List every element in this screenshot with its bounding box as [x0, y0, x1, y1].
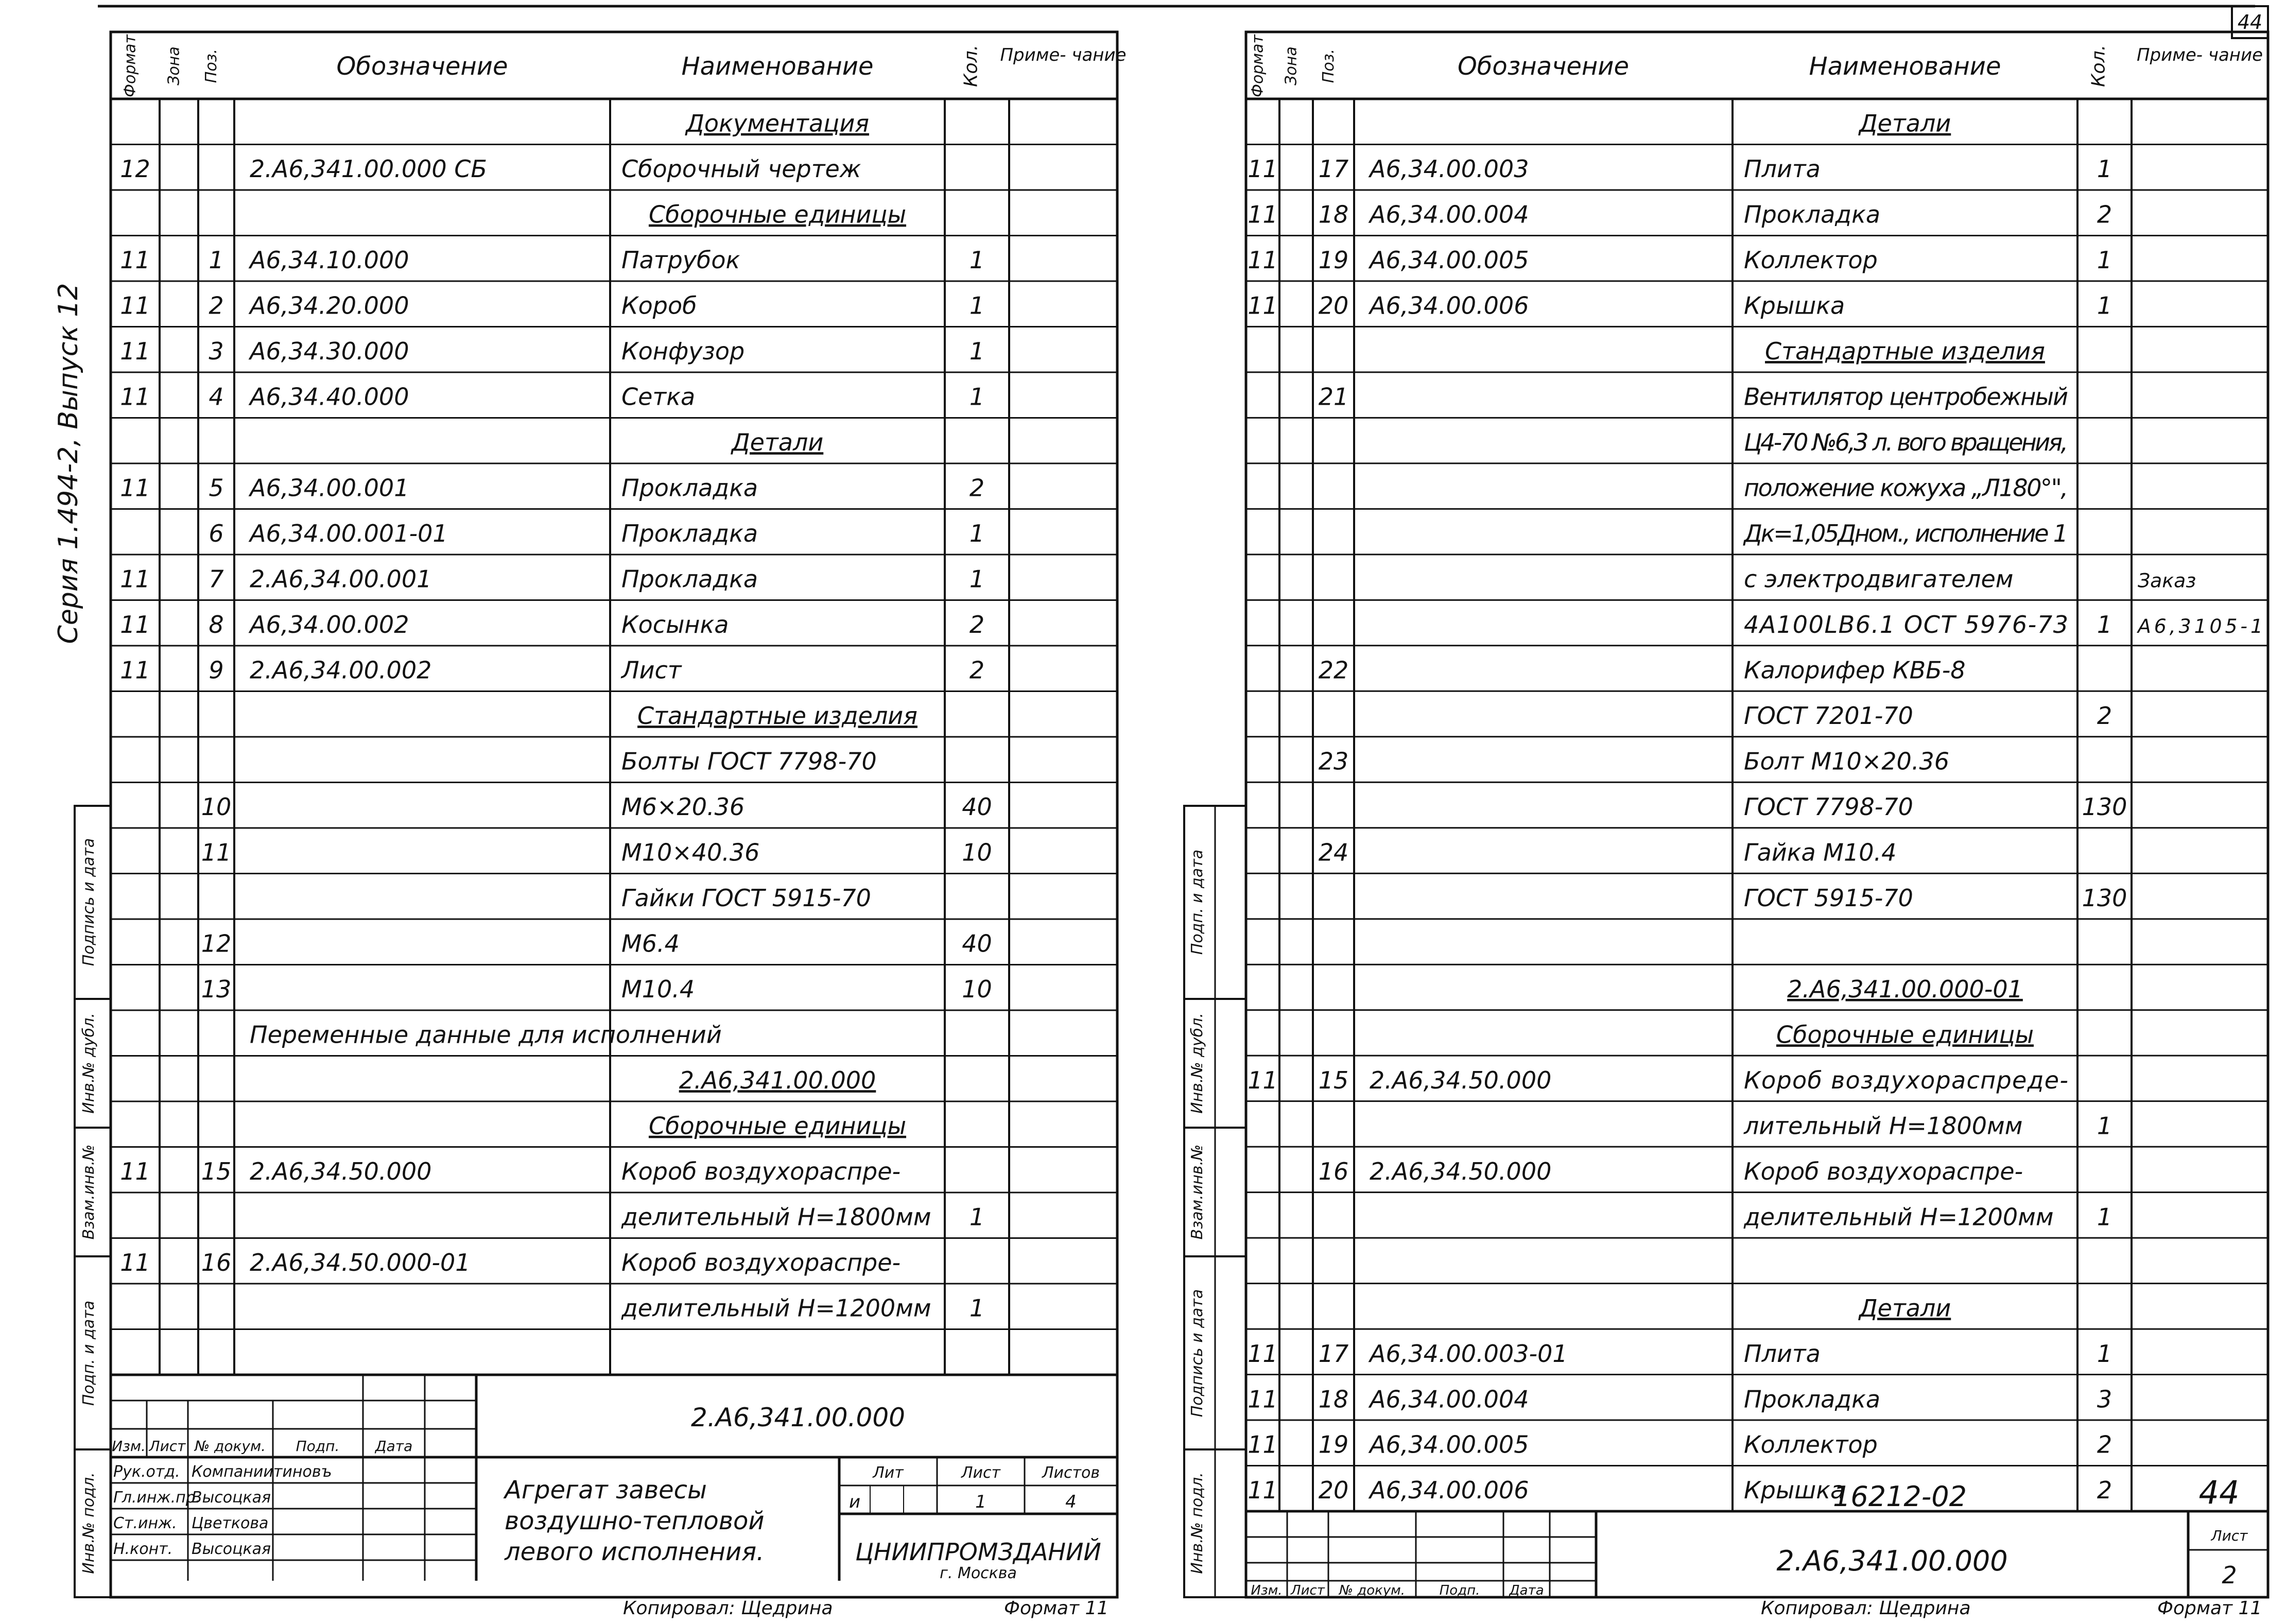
r-sheet-label: Лист: [2211, 1527, 2248, 1544]
row-name: ГОСТ 5915-70: [1744, 884, 1913, 912]
row-format: 11: [1248, 291, 1278, 320]
right-header-zone: Зона: [1282, 46, 1301, 85]
r-side-label-vzam: Взам.инв.№: [1188, 1144, 1206, 1240]
row-position: 17: [1318, 1339, 1349, 1368]
row-section-heading: Детали: [1859, 1294, 1951, 1322]
row-format: 11: [120, 246, 150, 274]
row-quantity: 1: [2097, 611, 2112, 639]
right-header-format: Формат: [1249, 34, 1267, 97]
row-quantity: 1: [969, 565, 985, 593]
row-format: 11: [1248, 1339, 1278, 1368]
row-name: М10×40.36: [621, 838, 760, 867]
row-position: 21: [1318, 383, 1349, 411]
right-header-note: Приме- чание: [2136, 45, 2263, 65]
left-row: [649, 1112, 906, 1140]
row-position: 2: [209, 291, 224, 320]
tb-title-line-1: Агрегат завесы: [505, 1476, 707, 1505]
row-designation: А6,34.00.001: [250, 474, 409, 502]
left-header-name: Наименование: [681, 52, 874, 81]
row-position: 20: [1318, 291, 1349, 320]
left-header-note: Приме- чание: [1000, 45, 1127, 65]
row-quantity: 130: [2082, 884, 2127, 912]
row-name: Гайка М10.4: [1744, 838, 1897, 867]
r-tb-col-date: Дата: [1509, 1583, 1544, 1598]
tb-col-docnum: № докум.: [194, 1438, 266, 1455]
row-position: 23: [1318, 747, 1349, 775]
row-position: 11: [201, 838, 232, 867]
right-row: [1744, 474, 2068, 502]
row-note: Заказ: [2138, 569, 2196, 592]
row-name: Короб воздухораспреде-: [1744, 1066, 2068, 1094]
row-quantity: 1: [2097, 1203, 2112, 1231]
row-format: 11: [120, 337, 150, 366]
row-name: Коллектор: [1744, 1430, 1878, 1459]
left-copied: Копировал: Щедрина: [623, 1598, 833, 1619]
side-label-inv: Инв.№ подл.: [80, 1472, 98, 1574]
tb-title-line-2: воздушно-тепловой: [505, 1507, 765, 1535]
row-name: делительный Н=1800мм: [621, 1203, 931, 1231]
tb-city: г. Москва: [940, 1564, 1017, 1582]
row-name: Калорифер КВБ-8: [1744, 656, 1966, 684]
tb-role-name: Компаниитиновъ: [192, 1463, 332, 1481]
r-side-label-inv: Инв.№ подл.: [1188, 1472, 1206, 1574]
row-name: Сетка: [621, 383, 696, 411]
tb-role-name: Высоцкая: [192, 1540, 271, 1558]
row-name: Короб: [621, 291, 697, 320]
row-designation: А6,34.00.006: [1370, 291, 1529, 320]
row-designation: 2.А6,34.00.002: [250, 656, 432, 684]
row-position: 12: [201, 929, 232, 958]
row-name: делительный Н=1200мм: [1744, 1203, 2054, 1231]
tb-list-label: Лист: [961, 1464, 1001, 1482]
row-quantity: 10: [962, 838, 992, 867]
row-designation: А6,34.30.000: [250, 337, 409, 366]
left-row: [637, 702, 917, 730]
row-name: Прокладка: [621, 520, 758, 548]
row-designation: 2.А6,34.50.000: [1370, 1066, 1552, 1094]
row-quantity: 2: [2097, 701, 2112, 730]
row-name: Коллектор: [1744, 246, 1878, 274]
side-label-sign: Подп. и дата: [80, 1300, 98, 1406]
row-format: 11: [1248, 1430, 1278, 1459]
row-name: Вентилятор центробежный: [1744, 383, 2068, 411]
row-position: 5: [209, 474, 224, 502]
row-format: 11: [120, 1157, 150, 1186]
row-format: 11: [120, 383, 150, 411]
row-designation: А6,34.20.000: [250, 291, 409, 320]
row-designation: А6,34.00.004: [1370, 1385, 1529, 1413]
right-row: [1744, 611, 2263, 638]
row-designation: А6,34.00.006: [1370, 1476, 1529, 1505]
tb-listov-value: 4: [1065, 1492, 1077, 1512]
left-row: [621, 1203, 984, 1231]
row-name: Плита: [1744, 155, 1821, 183]
right-header-qty: Кол.: [2088, 44, 2109, 88]
r-tb-col-sign: Подп.: [1439, 1583, 1480, 1598]
row-name: Короб воздухораспре-: [621, 1157, 901, 1186]
row-name: Плита: [1744, 1339, 1821, 1368]
row-quantity: 2: [969, 474, 985, 502]
row-designation: А6,34.00.003: [1370, 155, 1529, 183]
row-format: 11: [1248, 200, 1278, 229]
tb-role: Рук.отд.: [113, 1463, 180, 1481]
row-name: Крышка: [1744, 291, 1845, 320]
row-quantity: 1: [2097, 155, 2112, 183]
row-format: 11: [1248, 155, 1278, 183]
right-row: [1744, 428, 2068, 456]
row-quantity: 1: [2097, 246, 2112, 274]
row-designation: А6,34.00.001-01: [250, 520, 448, 548]
row-position: 4: [209, 383, 224, 411]
sheet-number-top: 44: [2237, 11, 2263, 33]
tb-col-izm: Изм.: [112, 1438, 146, 1455]
right-row: [1765, 337, 2045, 365]
row-quantity: 2: [969, 656, 985, 684]
left-row: [621, 748, 877, 775]
row-name: Косынка: [621, 611, 729, 639]
r-side-label-sign: Подпись и дата: [1188, 1289, 1206, 1418]
row-position: 18: [1318, 1385, 1349, 1413]
row-quantity: 40: [962, 793, 992, 821]
tb-listov-label: Листов: [1042, 1464, 1100, 1482]
row-quantity: 130: [2082, 792, 2127, 821]
row-format: 11: [1248, 1385, 1278, 1413]
r-sheet-value: 2: [2222, 1561, 2237, 1589]
row-name: положение кожуха „Л180°",: [1744, 474, 2068, 502]
tb-role: Н.конт.: [113, 1540, 173, 1558]
row-name: Конфузор: [621, 337, 745, 366]
row-position: 16: [201, 1249, 232, 1277]
row-format: 11: [120, 1249, 150, 1277]
row-position: 15: [201, 1157, 232, 1186]
row-quantity: 2: [2097, 200, 2112, 229]
row-designation: 2.А6,34.00.001: [250, 565, 432, 593]
row-position: 1: [209, 246, 224, 274]
row-position: 13: [201, 975, 232, 1004]
r-side-label-dubl: Инв.№ дубл.: [1188, 1013, 1206, 1114]
right-copied: Копировал: Щедрина: [1761, 1598, 1971, 1619]
row-designation: А6,34.40.000: [250, 383, 409, 411]
row-quantity: 1: [969, 337, 985, 366]
row-wide-heading: Переменные данные для исполнений: [250, 1021, 722, 1049]
left-header-zone: Зона: [165, 46, 183, 85]
row-designation: А6,34.10.000: [250, 246, 409, 274]
row-name: 4А100LВ6.1 ОСТ 5976-73: [1744, 611, 2068, 639]
right-header-designation: Обозначение: [1457, 52, 1630, 81]
row-position: 20: [1318, 1476, 1349, 1505]
row-section-heading: 2.А6,341.00.000-01: [1787, 975, 2023, 1003]
side-label-vzam: Взам.инв.№: [80, 1144, 98, 1240]
row-position: 19: [1318, 246, 1349, 274]
left-header-format: Формат: [121, 34, 140, 97]
row-quantity: 2: [2097, 1430, 2112, 1459]
right-row: [1858, 110, 1951, 137]
row-name: Прокладка: [1744, 1385, 1881, 1413]
row-name: Прокладка: [621, 565, 758, 593]
right-row: [1858, 1294, 1951, 1322]
row-section-heading: Стандартные изделия: [637, 702, 917, 730]
left-row: [679, 1066, 876, 1094]
right-row: [1743, 520, 2068, 547]
row-name: Лист: [621, 656, 682, 684]
row-format: 11: [1248, 1066, 1278, 1094]
row-format: 11: [1248, 246, 1278, 274]
tb-role: Гл.инж.пр.: [113, 1489, 201, 1507]
row-position: 9: [209, 656, 224, 684]
row-format: 11: [120, 611, 150, 639]
tb-role-name: Цветкова: [192, 1514, 269, 1532]
row-quantity: 10: [962, 975, 992, 1004]
row-quantity: 3: [2097, 1385, 2112, 1413]
row-position: 10: [201, 793, 232, 821]
row-position: 19: [1318, 1430, 1349, 1459]
row-quantity: 1: [969, 383, 985, 411]
row-format: 11: [120, 291, 150, 320]
r-tb-col-docnum: № докум.: [1339, 1583, 1406, 1598]
row-position: 22: [1318, 656, 1349, 684]
row-designation: А6,34.00.005: [1370, 1430, 1529, 1459]
row-format: 11: [1248, 1476, 1278, 1505]
row-quantity: 40: [962, 929, 992, 958]
tb-title-line-3: левого исполнения.: [505, 1537, 765, 1566]
row-designation: 2.А6,34.50.000: [1370, 1157, 1552, 1185]
row-designation: А6,34.00.004: [1370, 200, 1529, 229]
right-row: [1787, 975, 2023, 1003]
r-side-label-date: Подп. и дата: [1188, 849, 1206, 955]
left-header-pos: Поз.: [202, 48, 220, 83]
row-section-heading: 2.А6,341.00.000: [679, 1066, 876, 1095]
row-quantity: 1: [2097, 1339, 2112, 1368]
row-designation: А6,34.00.003-01: [1370, 1339, 1568, 1368]
row-designation: А6,34.00.002: [250, 611, 409, 639]
row-section-heading: Стандартные изделия: [1765, 337, 2045, 366]
left-format: Формат 11: [1004, 1598, 1109, 1619]
row-position: 7: [209, 565, 224, 593]
right-header-name: Наименование: [1809, 52, 2001, 81]
row-section-heading: Детали: [1859, 109, 1951, 137]
row-name: Прокладка: [621, 474, 758, 502]
row-name: М6.4: [621, 929, 680, 958]
side-label-dubl: Инв.№ дубл.: [80, 1013, 98, 1114]
row-quantity: 1: [969, 520, 985, 548]
left-row: [731, 428, 824, 456]
left-doc-code: 2.А6,341.00.000: [691, 1403, 905, 1432]
row-name: Дк=1,05Дном., исполнение 1: [1744, 520, 2068, 548]
row-designation: 2.А6,34.50.000-01: [250, 1249, 471, 1277]
row-quantity: 1: [2097, 1112, 2112, 1140]
row-position: 16: [1318, 1157, 1349, 1185]
left-header-designation: Обозначение: [336, 52, 508, 81]
row-position: 8: [209, 611, 224, 639]
left-row: [250, 1021, 722, 1049]
row-quantity: 1: [969, 1294, 985, 1322]
tb-col-list: Лист: [149, 1438, 186, 1455]
row-position: 6: [209, 520, 224, 548]
row-name: ГОСТ 7201-70: [1744, 701, 1913, 730]
right-format: Формат 11: [2157, 1598, 2262, 1619]
row-name: Гайки ГОСТ 5915-70: [621, 884, 871, 912]
r-tb-col-list: Лист: [1291, 1583, 1325, 1598]
side-label-date: Подпись и дата: [80, 838, 98, 966]
tb-list-value: 1: [975, 1492, 986, 1512]
tb-lit-value: и: [848, 1492, 861, 1512]
row-section-heading: Документация: [685, 109, 870, 137]
row-name: Ц4-70 №6,3 л. вого вращения,: [1744, 428, 2068, 457]
row-format: 11: [120, 565, 150, 593]
row-quantity: 1: [2097, 291, 2112, 320]
row-name: Болты ГОСТ 7798-70: [621, 747, 877, 775]
r-tb-col-izm: Изм.: [1251, 1583, 1283, 1598]
row-section-heading: Сборочные единицы: [648, 1112, 907, 1140]
left-header-qty: Кол.: [960, 44, 982, 88]
row-name: Короб воздухораспре-: [1744, 1157, 2023, 1185]
row-position: 18: [1318, 200, 1349, 229]
row-name: делительный Н=1200мм: [621, 1294, 931, 1322]
row-designation: А6,34.00.005: [1370, 246, 1529, 274]
row-format: 11: [120, 656, 150, 684]
row-position: 24: [1318, 838, 1349, 867]
row-format: 12: [120, 155, 150, 183]
row-name: Прокладка: [1744, 200, 1881, 229]
row-name: Крышка: [1744, 1476, 1845, 1505]
row-name: ГОСТ 7798-70: [1744, 792, 1913, 821]
right-header-pos: Поз.: [1320, 48, 1338, 83]
row-position: 3: [209, 337, 224, 366]
row-name: лительный Н=1800мм: [1744, 1112, 2023, 1140]
left-row: [685, 110, 869, 137]
row-format: 11: [120, 474, 150, 502]
row-quantity: 2: [969, 611, 985, 639]
row-name: с электродвигателем: [1744, 565, 2014, 593]
right-row: [1776, 1021, 2034, 1048]
left-row: [621, 1294, 984, 1322]
inv-number: 16212-02: [1833, 1480, 1967, 1513]
row-section-heading: Детали: [731, 428, 824, 457]
row-name: М6×20.36: [621, 793, 745, 821]
row-position: 17: [1318, 155, 1349, 183]
row-name: М10.4: [621, 975, 695, 1004]
row-name: Патрубок: [621, 246, 740, 274]
tb-col-date: Дата: [375, 1438, 413, 1455]
row-quantity: 1: [969, 1203, 985, 1231]
row-section-heading: Сборочные единицы: [648, 200, 907, 229]
page-number: 44: [2198, 1474, 2240, 1511]
row-note: А6,3105-1: [2138, 615, 2263, 638]
row-name: Короб воздухораспре-: [621, 1249, 901, 1277]
series-label: Серия 1.494-2, Выпуск 12: [53, 283, 84, 644]
tb-col-sign: Подп.: [296, 1438, 340, 1455]
left-row: [621, 884, 871, 912]
row-quantity: 2: [2097, 1476, 2112, 1505]
tb-role: Ст.инж.: [113, 1514, 177, 1532]
tb-role-name: Высоцкая: [192, 1489, 271, 1507]
row-position: 15: [1318, 1066, 1349, 1094]
row-name: Сборочный чертеж: [621, 155, 861, 183]
row-designation: 2.А6,341.00.000 СБ: [250, 155, 487, 183]
row-section-heading: Сборочные единицы: [1776, 1021, 2034, 1049]
tb-lit-label: Лит: [873, 1464, 904, 1482]
row-quantity: 1: [969, 246, 985, 274]
row-designation: 2.А6,34.50.000: [250, 1157, 432, 1186]
tb-org: ЦНИИПРОМЗДАНИЙ: [855, 1538, 1101, 1566]
row-name: Болт М10×20.36: [1744, 747, 1949, 775]
r-doc-code: 2.А6,341.00.000: [1776, 1545, 2008, 1577]
row-quantity: 1: [969, 291, 985, 320]
left-row: [649, 201, 906, 229]
